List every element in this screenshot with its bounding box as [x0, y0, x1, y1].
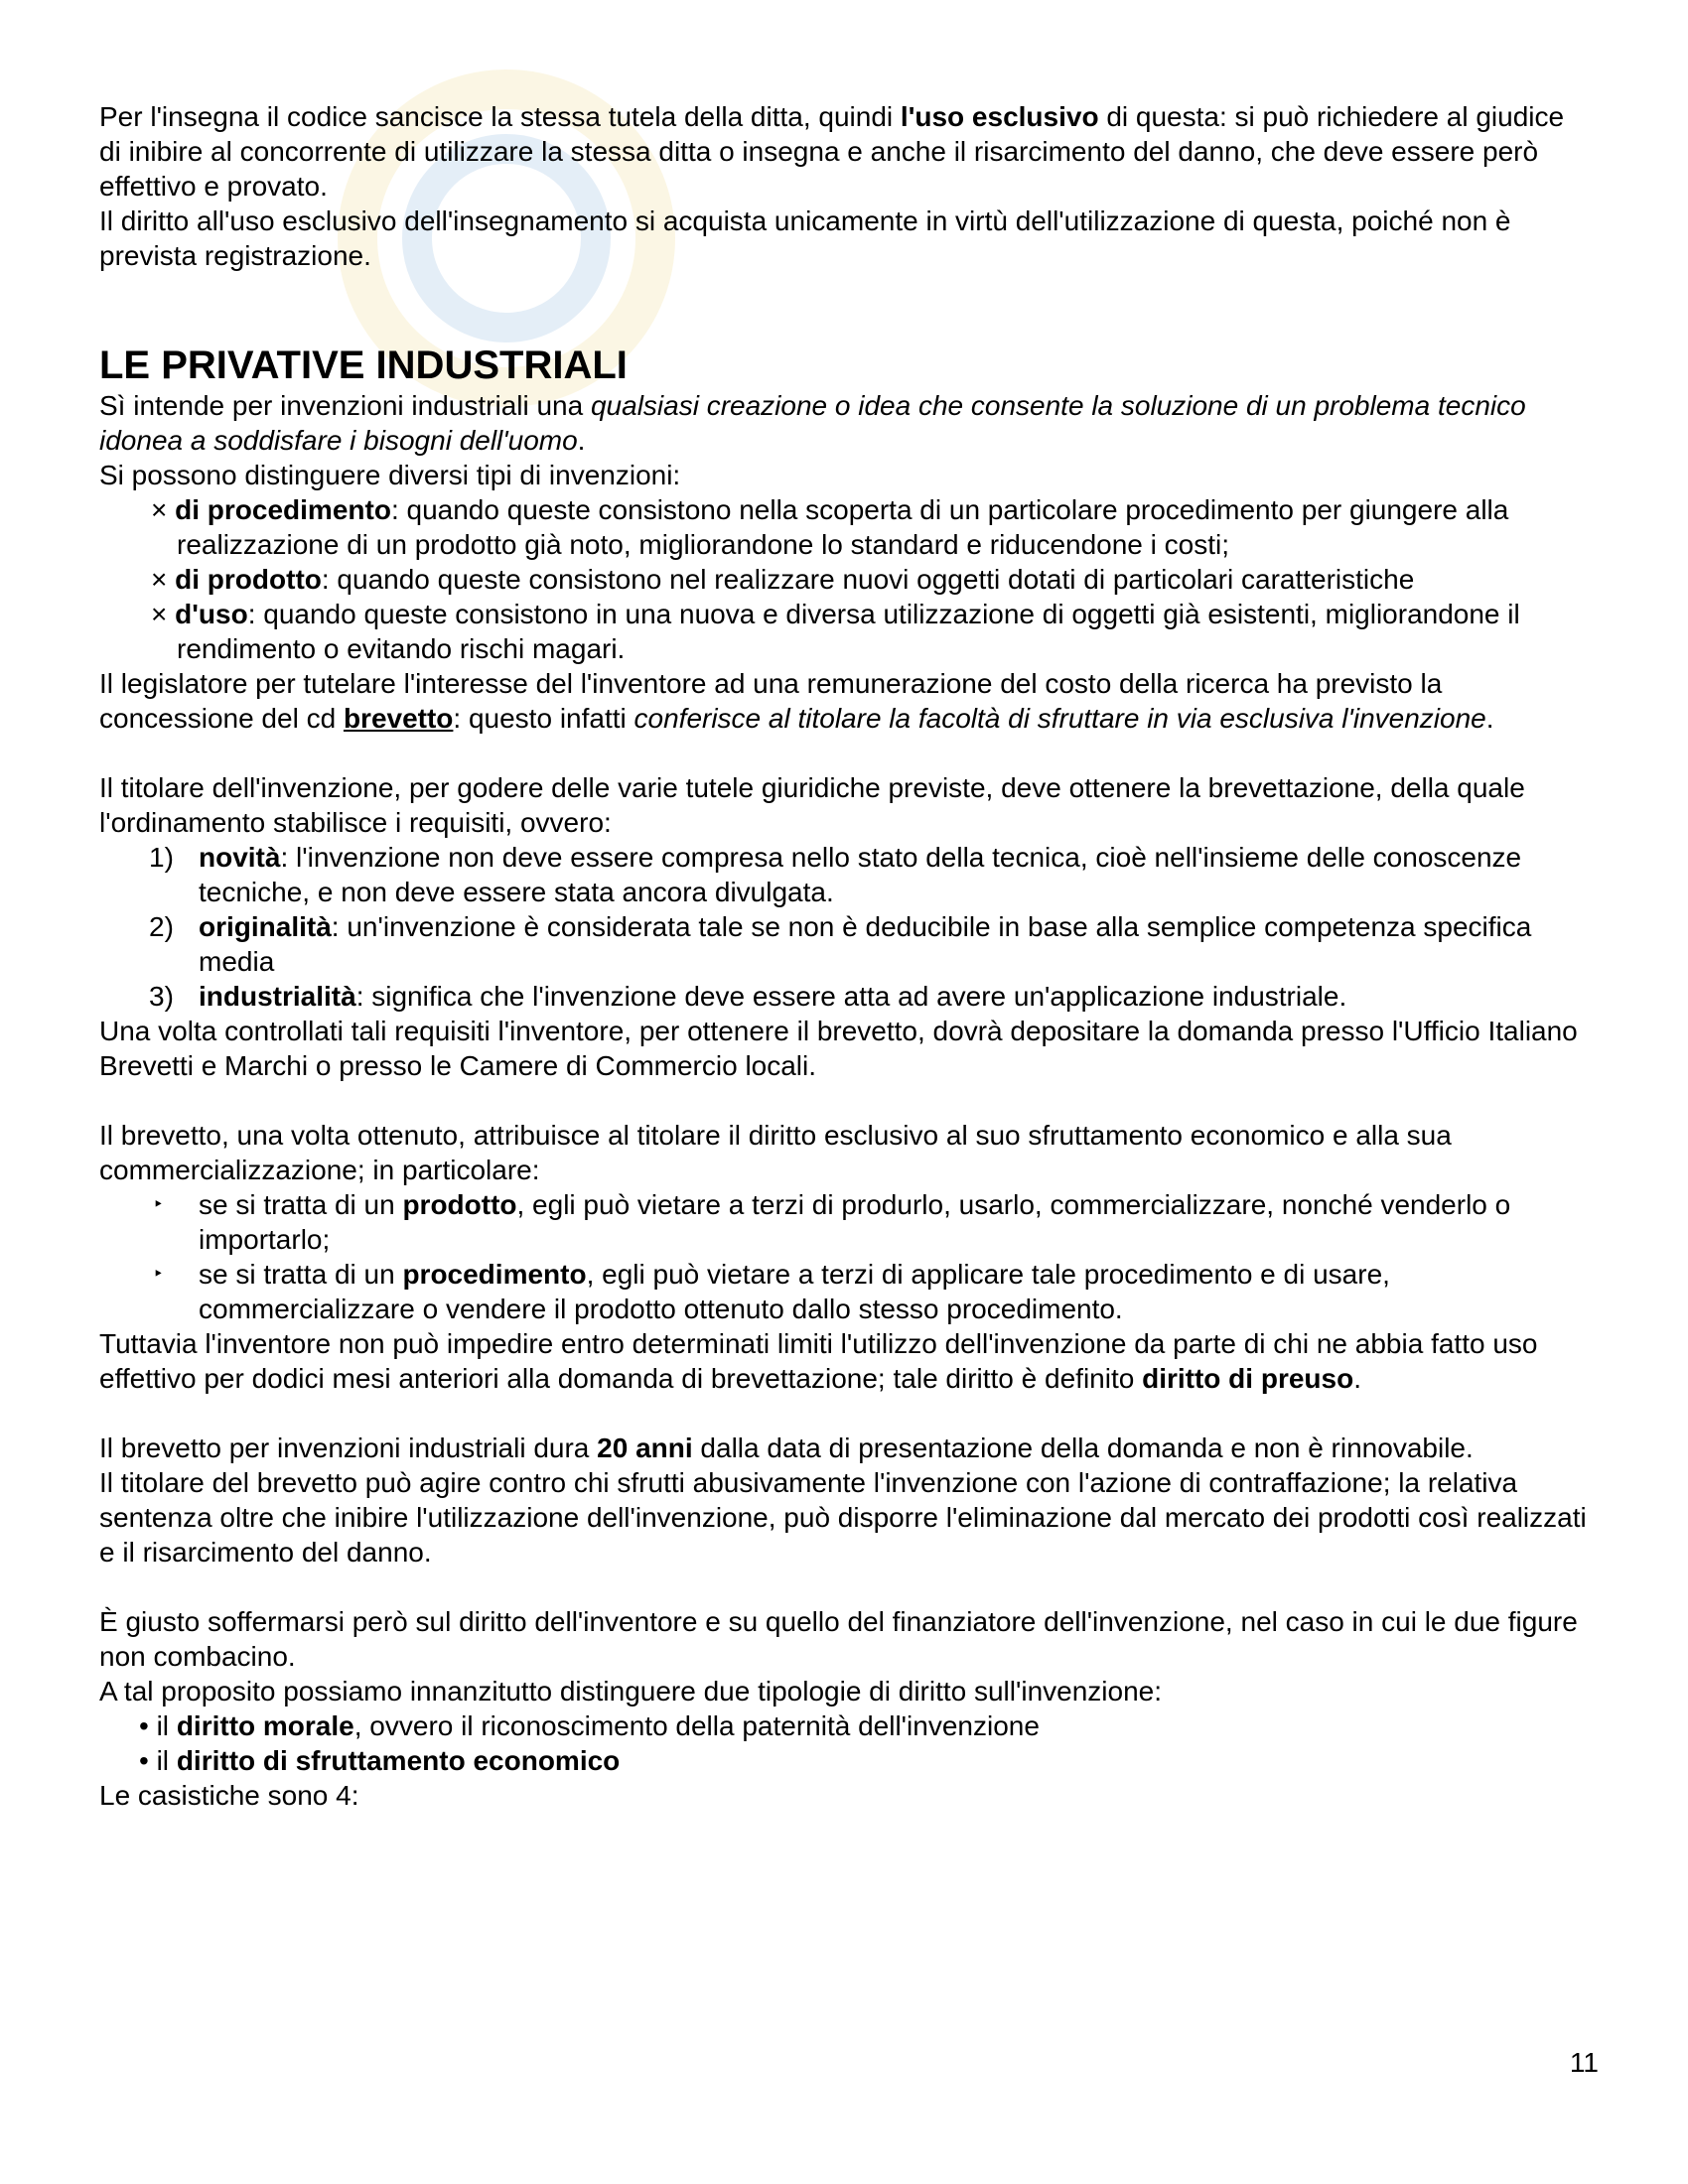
paragraph-definizione: Sì intende per invenzioni industriali una qualsiasi creazione o idea che consente la soluzione di un problema tecnico idonea a soddisfare i bisogni dell'uomo. [99, 390, 1526, 456]
list-item: × di procedimento: quando queste consistono nella scoperta di un particolare procedimento per giungere alla [151, 494, 1509, 525]
document-page [99, 99, 1589, 1813]
paragraph-uso-esclusivo: Il diritto all'uso esclusivo dell'insegnamento si acquista unicamente in virtù dell'utilizzazione di questa, poiché non è prevista registrazione. [99, 205, 1511, 271]
types-list [99, 492, 1589, 666]
paragraph-durata: Il brevetto per invenzioni industriali dura 20 anni dalla data di presentazione della domanda e non è rinnovabile. [99, 1433, 1474, 1463]
paragraph-diritti-intro: Il brevetto, una volta ottenuto, attribuisce al titolare il diritto esclusivo al suo sfruttamento economico e alla sua commercializzazione; in particolare: [99, 1120, 1452, 1185]
list-item: • il diritto morale, ovvero il riconoscimento della paternità dell'invenzione [139, 1710, 1040, 1741]
triangle-bullet-icon: ‣ [153, 1264, 164, 1284]
paragraph-contraffazione: Il titolare del brevetto può agire contro chi sfrutti abusivamente l'invenzione con l'azione di contraffazione; la relativa sentenza oltre che inibire l'utilizzazione dell'invenzione, può disporre l'eliminazione dal mercato dei prodotti così realizzati e il risarcimento del danno. [99, 1467, 1587, 1568]
paragraph-preuso: Tuttavia l'inventore non può impedire entro determinati limiti l'utilizzo dell'invenzione da parte di chi ne abbia fatto uso effettivo per dodici mesi anteriori alla domanda di brevettazione; tale diritto è definito diritto di preuso. [99, 1328, 1538, 1394]
diritti-list [99, 1187, 1589, 1326]
paragraph-tipi-intro: Si possono distinguere diversi tipi di invenzioni: [99, 460, 681, 490]
paragraph-casistiche: Le casistiche sono 4: [99, 1780, 359, 1811]
list-item: × di prodotto: quando queste consistono nel realizzare nuovi oggetti dotati di particolari caratteristiche [151, 564, 1415, 595]
list-item: ‣ se si tratta di un prodotto, egli può vietare a terzi di produrlo, usarlo, commercializzare, nonché venderlo o importarlo; [153, 1189, 1511, 1255]
list-item: • il diritto di sfruttamento economico [139, 1745, 621, 1776]
paragraph-deposito: Una volta controllati tali requisiti l'inventore, per ottenere il brevetto, dovrà depositare la domanda presso l'Ufficio Italiano Brevetti e Marchi o presso le Camere di Commercio locali. [99, 1016, 1578, 1081]
paragraph-insegna: Per l'insegna il codice sancisce la stessa tutela della ditta, quindi l'uso esclusivo di questa: si può richiedere al giudice di inibire al concorrente di utilizzare la stessa ditta o insegna e anche il risarcimento del danno, che deve essere però effettivo e provato. [99, 101, 1565, 202]
triangle-bullet-icon: ‣ [153, 1194, 164, 1214]
section-title: LE PRIVATIVE INDUSTRIALI [99, 343, 628, 387]
list-item: × d'uso: quando queste consistono in una nuova e diversa utilizzazione di oggetti già esistenti, migliorandone il [151, 599, 1520, 629]
requisiti-list [99, 840, 1589, 1014]
list-item: 1) novità: l'invenzione non deve essere compresa nello stato della tecnica, cioè nell'insieme delle conoscenze tecniche, e non deve essere stata ancora divulgata. [149, 842, 1522, 907]
paragraph-tipologie: A tal proposito possiamo innanzitutto distinguere due tipologie di diritto sull'invenzione: [99, 1676, 1163, 1706]
list-item: ‣ se si tratta di un procedimento, egli può vietare a terzi di applicare tale procedimento e di usare, commercializzare o vendere il prodotto ottenuto dallo stesso procedimento. [153, 1259, 1390, 1324]
list-item: 3) industrialità: significa che l'invenzione deve essere atta ad avere un'applicazione industriale. [149, 981, 1347, 1012]
list-item: 2) originalità: un'invenzione è considerata tale se non è deducibile in base alla semplice competenza specifica media [149, 911, 1532, 977]
list-item-continuation: realizzazione di un prodotto già noto, migliorandone lo standard e riducendone i costi; [177, 529, 1230, 560]
paragraph-requisiti-intro: Il titolare dell'invenzione, per godere delle varie tutele giuridiche previste, deve ottenere la brevettazione, della quale l'ordinamento stabilisce i requisiti, ovvero: [99, 772, 1525, 838]
paragraph-finanziatore: È giusto soffermarsi però sul diritto dell'inventore e su quello del finanziatore dell'invenzione, nel caso in cui le due figure non combacino. [99, 1606, 1578, 1672]
list-item-continuation: rendimento o evitando rischi magari. [177, 633, 626, 664]
paragraph-brevetto: Il legislatore per tutelare l'interesse del l'inventore ad una remunerazione del costo della ricerca ha previsto la concessione del cd brevetto: questo infatti conferisce al titolare la facoltà di sfruttare in via esclusiva l'invenzione. [99, 668, 1494, 734]
page-number: 11 [1569, 2047, 1599, 2078]
